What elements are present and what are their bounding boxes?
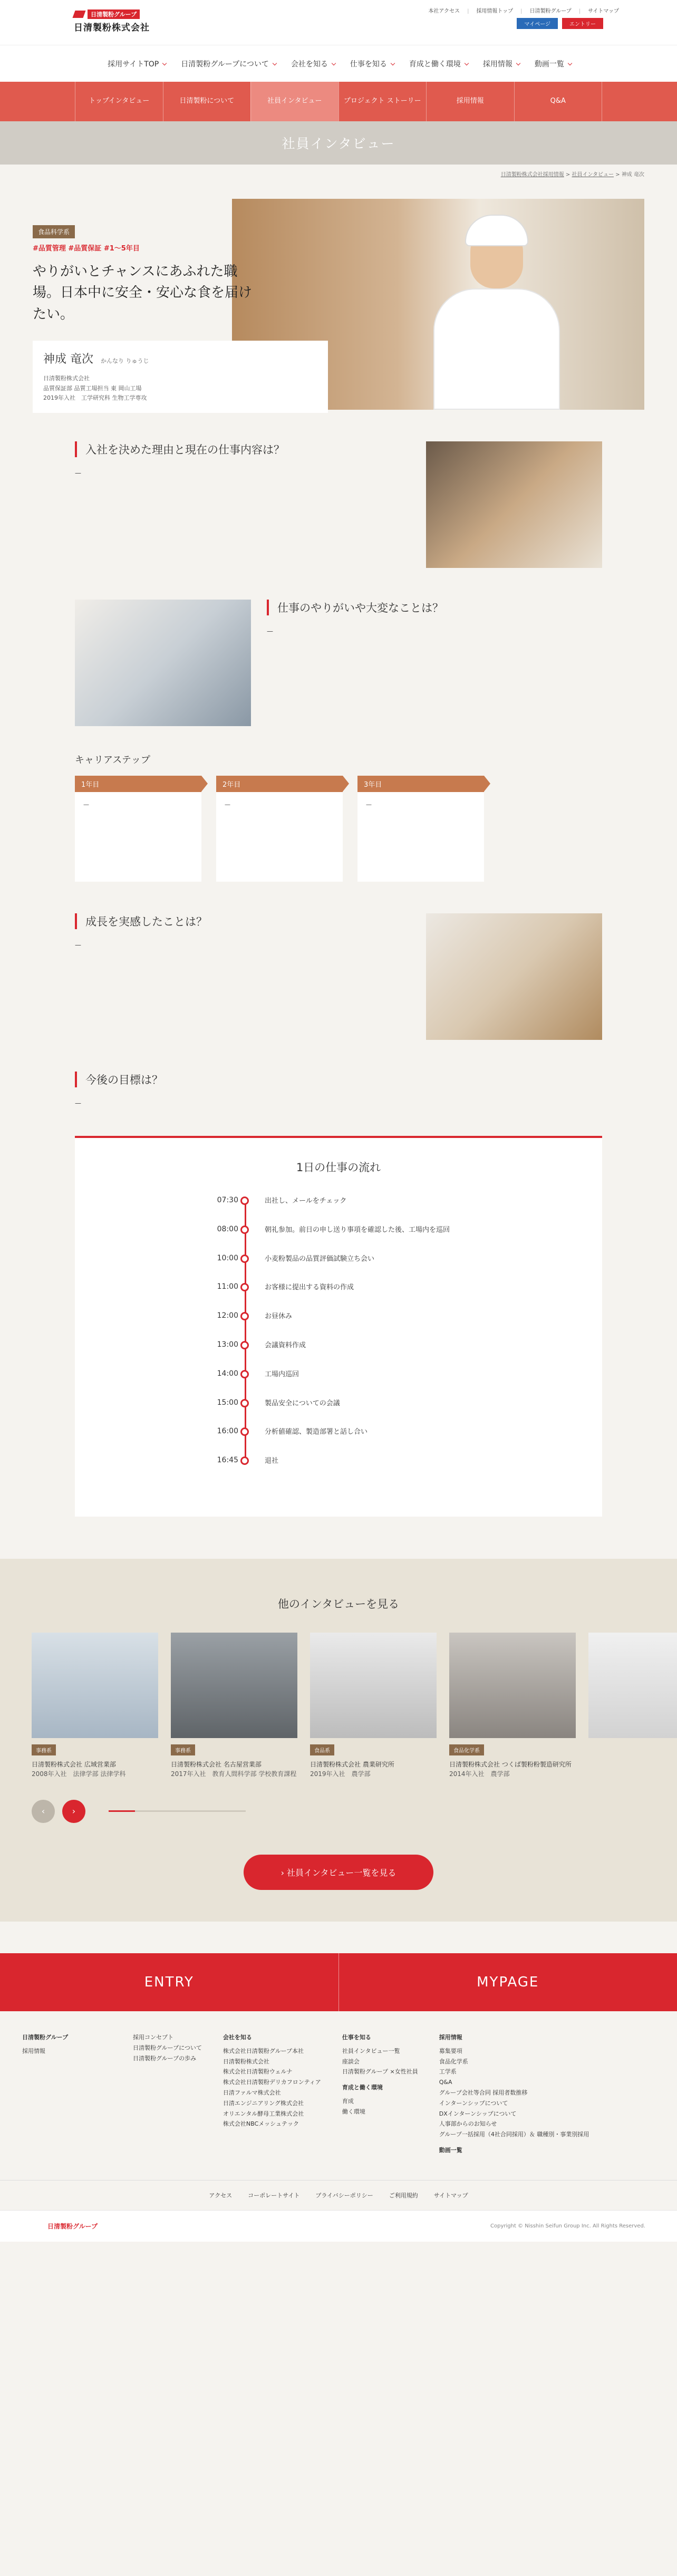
timeline-dot [240,1255,249,1263]
footer-link[interactable]: インターンシップについて [439,2099,508,2107]
interview-photo [449,1633,576,1738]
qa-reason-title: 入社を決めた理由と現在の仕事内容は？ [75,441,410,457]
gnav-environment[interactable]: 育成と働く環境 [409,59,466,69]
footer-link[interactable]: 日清製粉グループについて [133,2044,202,2051]
schedule-item [191,1340,486,1352]
footer-link[interactable]: 募集要項 [439,2047,462,2054]
schedule-desc: お昼休み [265,1313,293,1321]
gnav-work[interactable]: 仕事を知る [350,59,392,69]
career-step-label: 3年目 [357,776,484,792]
footer-link[interactable]: 人事部からのお知らせ [439,2120,497,2128]
schedule-desc: 出社し、メールをチェック [265,1197,347,1205]
breadcrumb: 日清製粉株式会社採用情報 > 社員インタビュー > 神成 竜次 [500,172,644,178]
interview-card[interactable] [32,1633,158,1779]
qa-rewarding [75,600,602,726]
timeline-dot [240,1197,249,1205]
footer-heading[interactable]: 動画一覧 [439,2146,462,2154]
gnav-company[interactable]: 会社を知る [291,59,333,69]
timeline-dot [240,1283,249,1291]
schedule-item [191,1427,486,1438]
footer-terms-link[interactable]: ご利用規約 [389,2192,418,2199]
schedule-desc: お客様に提出する資料の作成 [265,1284,354,1292]
qa-goal-title: 今後の目標は？ [75,1072,602,1087]
footer-link[interactable]: 日清製粉グループ ×女性社員 [342,2068,418,2076]
snav-interview[interactable]: 社員インタビュー [250,82,338,121]
career-step-2 [216,776,343,882]
cta-band [0,1953,677,2011]
career-step-text: — [225,801,230,808]
schedule-item [191,1369,486,1381]
card-year: 2019年入社 農学部 [310,1770,371,1778]
gnav-top[interactable]: 採用サイトTOP [108,59,164,69]
footer-heading[interactable]: 採用情報 [439,2033,462,2041]
footer-link[interactable]: 食品化学系 [439,2058,468,2065]
timeline-dot [240,1312,249,1320]
schedule-desc: 退社 [265,1457,279,1465]
qa-reason-body: — [75,469,81,477]
schedule-time: 13:00 [217,1340,238,1349]
util-link-access[interactable]: 本社アクセス | [428,6,469,14]
schedule-time: 14:00 [217,1369,238,1378]
card-company: 日清製粉株式会社 広域営業部 [32,1760,116,1768]
schedule-time: 12:00 [217,1311,238,1320]
interview-card[interactable] [310,1633,437,1779]
breadcrumb-current: 神成 竜次 [621,172,644,178]
footer-corporate-link[interactable]: コーポレートサイト [248,2192,300,2199]
footer-link[interactable]: 日清エンジニアリング株式会社 [223,2099,304,2107]
footer-privacy-link[interactable]: プライバシーポリシー [315,2192,373,2199]
cta-mypage[interactable]: MYPAGE [339,1953,677,2011]
schedule-desc: 朝礼参加。前日の申し送り事項を確認した後、工場内を巡回 [265,1226,450,1234]
footer-access-link[interactable]: アクセス [209,2192,233,2199]
footer-link[interactable]: 株式会社NBCメッシュテック [223,2120,299,2128]
hero [33,199,644,410]
schedule-item [191,1311,486,1323]
employee-company: 日清製粉株式会社 [43,374,90,382]
qa-growth [75,913,602,1040]
timeline-dot [240,1427,249,1436]
footer-link[interactable]: 日清製粉グループの歩み [133,2054,197,2062]
interview-card[interactable] [588,1633,677,1779]
utility-links [428,6,619,14]
card-tag: 事務系 [32,1744,56,1755]
interview-list-button[interactable] [244,1855,433,1890]
chevron-right-icon: › [72,1806,76,1817]
photo-lab [75,600,251,726]
career-step-1 [75,776,201,882]
footer-link[interactable]: 働く環境 [342,2108,365,2115]
employee-portrait [433,209,560,410]
profile-box [33,341,328,413]
qa-rewarding-title: 仕事のやりがいや大変なことは？ [267,600,602,615]
footer-link[interactable]: グループ一括採用（4社合同採用）＆ 職種別・事業別採用 [439,2131,589,2138]
footer-link[interactable]: グループ会社等合同 採用者数推移 [439,2089,528,2096]
schedule-title: 1日の仕事の流れ [296,1161,381,1174]
interview-card[interactable] [449,1633,576,1779]
footer-link[interactable]: 株式会社日清製粉デリカフロンティア [223,2079,321,2086]
card-year: 2008年入社 法律学部 法律学科 [32,1770,126,1778]
card-year: 2014年入社 農学部 [449,1770,510,1778]
schedule-desc: 製品安全についての会議 [265,1399,340,1407]
qa-goal [75,1072,602,1109]
arrow-right-icon: › [281,1867,287,1878]
card-company: 日清製粉株式会社 つくば製粉粉製造研究所 [449,1760,572,1768]
career-step [75,752,602,882]
qa-goal-body: — [75,1099,81,1107]
interview-photo [171,1633,297,1738]
copyright: Copyright © Nisshin Seifun Group Inc. All Rights Reserved. [490,2223,645,2229]
employee-year: 2019年入社 工学研究科 生物工学専攻 [43,394,147,402]
global-nav [0,45,677,82]
footer-sitemap-link[interactable]: サイトマップ [433,2192,468,2199]
footer-link[interactable]: 社員インタビュー一覧 [342,2047,400,2054]
others-title: 他のインタビューを見る [277,1597,400,1610]
photo-factory [426,441,602,568]
carousel-progress [109,1810,246,1812]
breadcrumb-interview[interactable]: 社員インタビュー [572,172,614,178]
schedule-item [191,1456,486,1467]
career-step-label: 2年目 [216,776,343,792]
sub-nav [0,82,677,121]
schedule-desc: 分析値確認、製造部署と話し合い [265,1428,368,1436]
interview-list-label: 社員インタビュー一覧を見る [287,1867,396,1878]
schedule-time: 08:00 [217,1224,238,1233]
logo-mark-icon [72,11,85,18]
timeline-dot [240,1370,249,1378]
employee-name: 神成 竜次 [43,352,93,366]
footer-link[interactable]: 採用コンセプト [133,2033,173,2041]
schedule-item [191,1196,486,1207]
chevron-left-icon: ‹ [41,1806,45,1817]
schedule-time: 16:00 [217,1427,238,1436]
site-logo[interactable] [74,9,150,33]
photo-flour [426,913,602,1040]
interview-photo [32,1633,158,1738]
schedule-item [191,1398,486,1410]
schedule-item [191,1254,486,1265]
carousel-next-button[interactable] [62,1800,85,1823]
footer-logo[interactable]: 日清製粉グループ [22,2033,69,2041]
footer-link[interactable]: Q&A [439,2079,452,2086]
footer-link[interactable]: DXインターンシップについて [439,2110,517,2117]
carousel-prev-button[interactable] [32,1800,55,1823]
snav-recruit[interactable]: 採用情報 [426,82,514,121]
breadcrumb-home[interactable]: 日清製粉株式会社採用情報 [500,172,564,178]
gnav-movie[interactable]: 動画一覧 [535,59,569,69]
employee-dept: 品質保証部 品質工場担当 東 岡山工場 [43,384,142,392]
card-tag: 食品化学系 [449,1744,484,1755]
schedule-time: 16:45 [217,1456,238,1465]
career-step-text: — [83,801,89,808]
util-link-group[interactable]: 日清製粉グループ | [530,6,581,14]
entry-button[interactable]: エントリー [562,18,603,29]
career-step-text: — [366,801,372,808]
hero-catchcopy: やりがいとチャンスにあふれた職場。日本中に安全・安心な食を届けたい。 [33,264,253,322]
schedule-desc: 会議資料作成 [265,1341,306,1349]
qa-reason [75,441,602,568]
schedule-desc: 工場内巡回 [265,1370,299,1378]
schedule-item [191,1225,486,1236]
career-title: キャリアステップ [75,755,150,766]
footer-link[interactable]: 工学系 [439,2068,457,2076]
career-step-label: 1年目 [75,776,201,792]
hashtags: #品質管理 #品質保証 #1〜5年目 [33,245,140,253]
footer-heading[interactable]: 育成と働く環境 [342,2084,383,2091]
util-link-sitemap[interactable]: サイトマップ [588,8,619,14]
card-tag: 食品系 [310,1744,334,1755]
card-company: 日清製粉株式会社 名古屋営業部 [171,1760,262,1768]
gnav-group[interactable]: 日清製粉グループについて [181,59,274,69]
timeline-dot [240,1399,249,1407]
snav-qa[interactable]: Q&A [514,82,603,121]
footer-bottom-logo: 日清製粉グループ [47,2222,98,2230]
qa-rewarding-body: — [267,628,273,635]
snav-top-interview[interactable]: トップインタビュー [75,82,163,121]
footer-bottom-links [0,2180,677,2210]
interview-photo [310,1633,437,1738]
site-footer [0,2011,677,2242]
footer-heading[interactable]: 会社を知る [223,2033,252,2041]
footer-link[interactable]: 株式会社日清製粉ウェルナ [223,2068,293,2076]
footer-link[interactable]: 日清ファルマ株式会社 [223,2089,281,2096]
schedule-desc: 小麦粉製品の品質評価試験立ち会い [265,1255,375,1263]
interview-carousel [0,1633,677,1779]
timeline-dot [240,1456,249,1465]
daily-schedule [75,1136,602,1517]
footer-logo-sub: 採用情報 [22,2047,45,2054]
schedule-time: 07:30 [217,1196,238,1204]
card-tag: 事務系 [171,1744,195,1755]
footer-link[interactable]: オリエンタル酵母工業株式会社 [223,2110,304,2117]
cta-entry[interactable]: ENTRY [0,1953,339,2011]
logo-group: 日清製粉グループ [88,9,140,19]
category-tag: 食品科学系 [33,225,75,238]
qa-growth-body: — [75,941,81,949]
schedule-time: 11:00 [217,1282,238,1291]
page-title: 社員インタビュー [0,121,677,165]
footer-heading[interactable]: 仕事を知る [342,2033,371,2041]
footer-link[interactable]: 育成 [342,2097,354,2105]
mypage-button[interactable]: マイページ [517,18,558,29]
gnav-recruit[interactable]: 採用情報 [483,59,518,69]
card-year: 2017年入社 教育人間科学部 学校教育課程 [171,1770,297,1778]
other-interviews [0,1559,677,1922]
timeline-dot [240,1341,249,1349]
util-link-top[interactable]: 採用情報トップ | [476,6,522,14]
interview-card[interactable] [171,1633,297,1779]
footer-link[interactable]: 座談会 [342,2058,360,2065]
employee-kana: かんなり りゅうじ [101,357,149,364]
footer-link[interactable]: 日清製粉株式会社 [223,2058,269,2065]
schedule-item [191,1282,486,1294]
site-header [0,0,677,45]
qa-growth-title: 成長を実感したことは？ [75,913,410,929]
footer-link[interactable]: 株式会社日清製粉グループ本社 [223,2047,304,2054]
snav-project[interactable]: プロジェクト ストーリー [338,82,427,121]
schedule-time: 10:00 [217,1253,238,1262]
career-step-3 [357,776,484,882]
schedule-time: 15:00 [217,1398,238,1407]
interview-photo [588,1633,677,1738]
card-company: 日清製粉株式会社 農業研究所 [310,1760,394,1768]
logo-company: 日清製粉株式会社 [74,23,150,33]
timeline-dot [240,1226,249,1234]
snav-about[interactable]: 日清製粉について [163,82,251,121]
